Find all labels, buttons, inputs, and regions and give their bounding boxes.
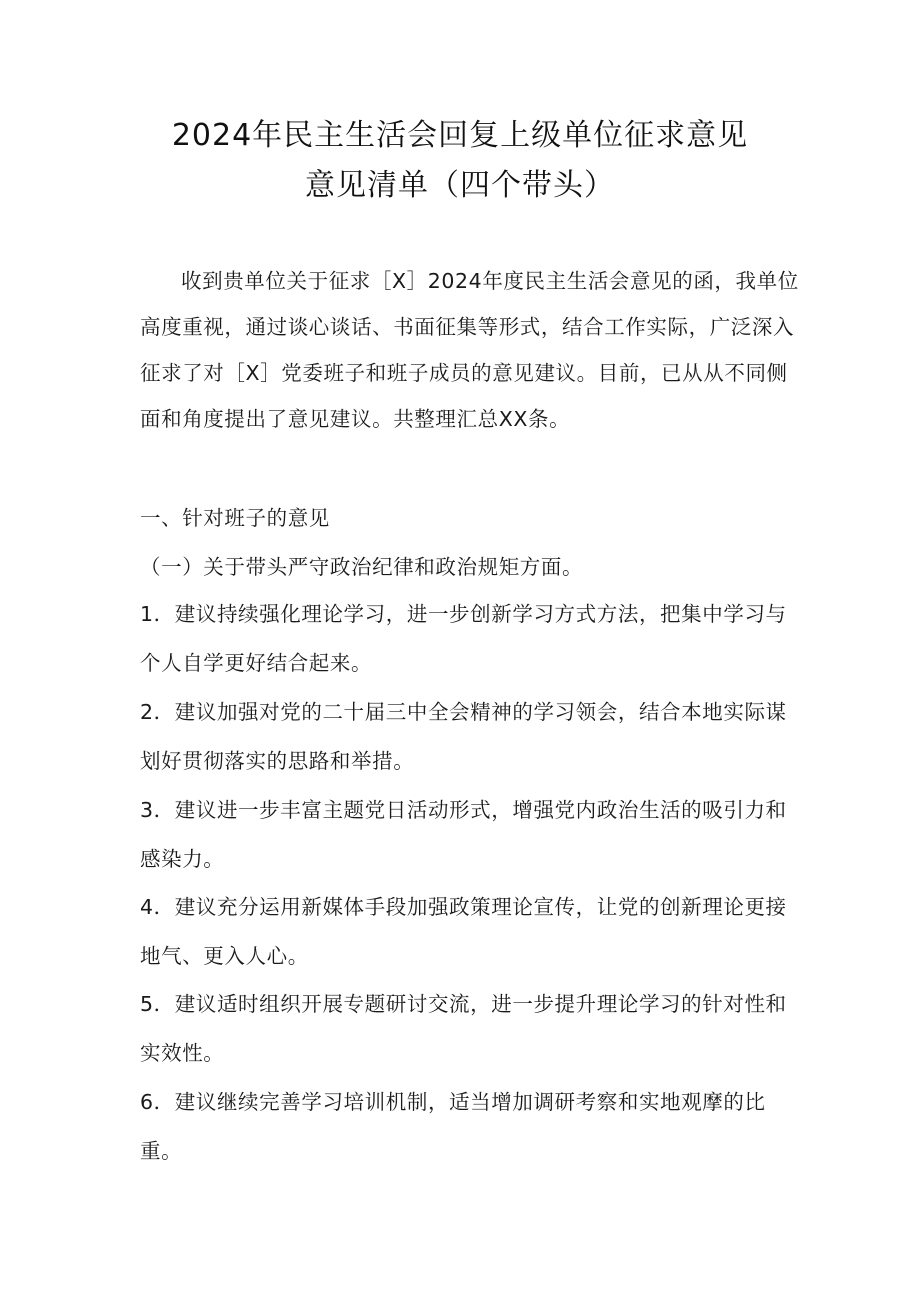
- list-item: 1．建议持续强化理论学习，进一步创新学习方式方法，把集中学习与个人自学更好结合起来。: [140, 602, 787, 675]
- subsection-heading: （一）关于带头严守政治纪律和政治规矩方面。: [140, 555, 584, 579]
- list-item: 4．建议充分运用新媒体手段加强政策理论宣传，让党的创新理论更接地气、更入人心。: [140, 895, 787, 968]
- section-heading: 一、针对班子的意见: [140, 506, 330, 530]
- document-title-line-1: 2024年民主生活会回复上级单位征求意见: [171, 118, 749, 153]
- list-item: 6．建议继续完善学习培训机制，适当增加调研考察和实地观摩的比重。: [140, 1090, 766, 1163]
- list-item: 2．建议加强对党的二十届三中全会精神的学习领会，结合本地实际谋划好贯彻落实的思路和举措。: [140, 700, 787, 773]
- intro-paragraph: 收到贵单位关于征求［X］2024年度民主生活会意见的函，我单位高度重视，通过谈心谈话、书面征集等形式，结合工作实际，广泛深入征求了对［X］党委班子和班子成员的意见建议。目前，已从从不同侧面和角度提出了意见建议。共整理汇总XX条。: [140, 269, 799, 431]
- list-item: 5．建议适时组织开展专题研讨交流，进一步提升理论学习的针对性和实效性。: [140, 992, 787, 1065]
- list-item: 3．建议进一步丰富主题党日活动形式，增强党内政治生活的吸引力和感染力。: [140, 798, 787, 871]
- document-title-line-2: 意见清单（四个带头）: [305, 168, 615, 203]
